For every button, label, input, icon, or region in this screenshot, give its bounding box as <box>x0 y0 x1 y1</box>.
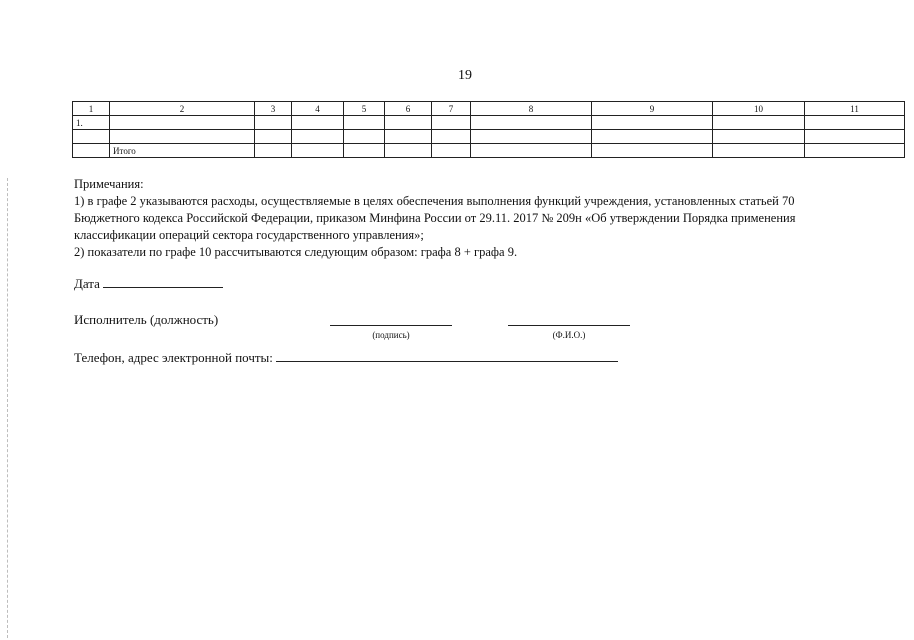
table-cell <box>255 130 292 144</box>
table-header-row <box>73 102 905 116</box>
table-cell <box>110 130 255 144</box>
table-cell <box>713 144 805 158</box>
table-cell <box>432 144 471 158</box>
table-cell <box>344 144 385 158</box>
header-cell: 10 <box>713 102 805 116</box>
header-cell: 4 <box>292 102 344 116</box>
table-cell <box>292 116 344 130</box>
table-cell <box>592 116 713 130</box>
table-row <box>73 130 905 144</box>
contact-label: Телефон, адрес электронной почты: <box>74 350 273 365</box>
table-cell <box>255 116 292 130</box>
header-cell: 2 <box>110 102 255 116</box>
table-row <box>73 116 905 130</box>
header-cell: 6 <box>385 102 432 116</box>
table-cell <box>805 144 905 158</box>
header-cell: 11 <box>805 102 905 116</box>
executor-label: Исполнитель (должность) <box>74 312 219 327</box>
total-label-cell: Итого <box>110 144 255 158</box>
contact-blank-line[interactable] <box>276 361 618 362</box>
table-cell <box>292 130 344 144</box>
contact-field <box>74 350 618 366</box>
table-cell <box>805 130 905 144</box>
table-cell <box>592 144 713 158</box>
note-item-1: 1) в графе 2 указываются расходы, осуществляемые в целях обеспечения выполнения функций учреждения, установленных статьей 70 Бюджетного кодекса Российской Федерации, приказом Минфина России от 29.11. 2017 № 209н «Об утверждении Порядка применения классификации операций сектора государственного управления»; <box>74 194 796 242</box>
table-cell <box>805 116 905 130</box>
page-number: 19 <box>458 68 472 83</box>
fio-caption: (Ф.И.О.) <box>552 330 586 340</box>
table-cell <box>592 130 713 144</box>
table-cell <box>471 116 592 130</box>
header-cell: 9 <box>592 102 713 116</box>
date-field <box>74 276 223 292</box>
table-cell <box>344 116 385 130</box>
table-cell <box>385 130 432 144</box>
table-cell <box>432 116 471 130</box>
date-blank-line[interactable] <box>103 287 223 288</box>
header-cell: 8 <box>471 102 592 116</box>
note-item-2: 2) показатели по графе 10 рассчитываются следующим образом: графа 8 + графа 9. <box>74 245 518 259</box>
table-cell <box>344 130 385 144</box>
fio-line[interactable] <box>508 325 630 326</box>
signature-caption: (подпись) <box>372 330 410 340</box>
data-table <box>72 101 905 158</box>
table-cell <box>385 144 432 158</box>
table-cell <box>110 116 255 130</box>
table-cell <box>432 130 471 144</box>
notes-section <box>74 176 854 261</box>
table-cell <box>471 130 592 144</box>
notes-title: Примечания: <box>74 177 144 191</box>
table-cell <box>713 116 805 130</box>
header-cell: 3 <box>255 102 292 116</box>
table-cell: 1. <box>73 116 110 130</box>
table-cell <box>73 144 110 158</box>
page-edge-rule <box>7 178 8 638</box>
table-cell <box>713 130 805 144</box>
table-cell <box>255 144 292 158</box>
header-cell: 5 <box>344 102 385 116</box>
header-cell: 7 <box>432 102 471 116</box>
table-cell <box>292 144 344 158</box>
table-total-row <box>73 144 905 158</box>
table-cell <box>471 144 592 158</box>
signature-line[interactable] <box>330 325 452 326</box>
date-label: Дата <box>74 276 100 291</box>
table-cell <box>73 130 110 144</box>
header-cell: 1 <box>73 102 110 116</box>
table-cell <box>385 116 432 130</box>
